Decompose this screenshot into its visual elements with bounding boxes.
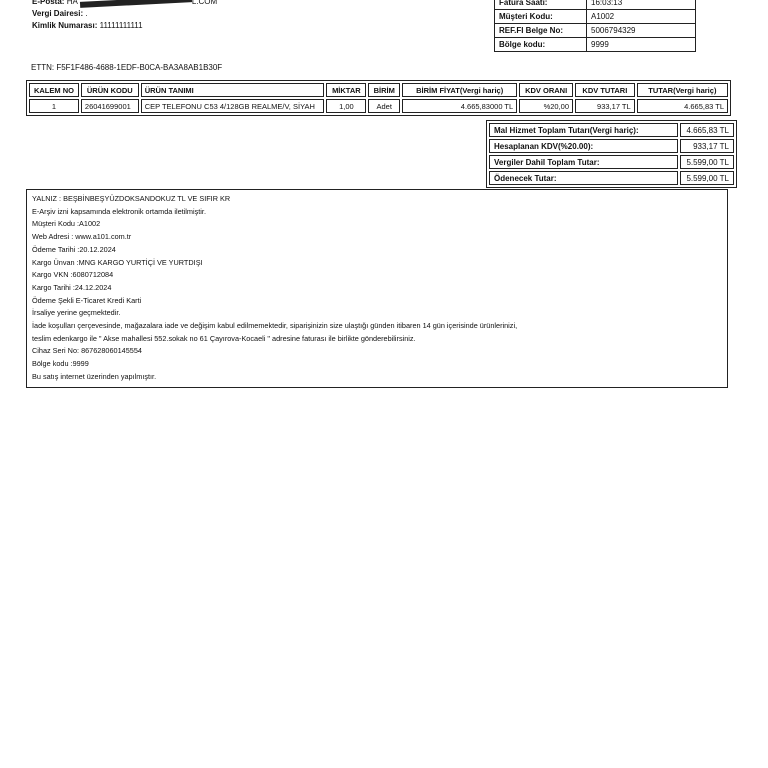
note-line: İrsaliye yerine geçmektedir.	[32, 308, 121, 318]
cell-unit: Adet	[368, 99, 400, 113]
info-value: 5006794329	[587, 24, 696, 38]
ettn-code: ETTN: F5F1F486-4688-1EDF-B0CA-BA3A8AB1B30F	[31, 63, 223, 72]
tax-office-value: .	[85, 9, 88, 18]
note-line: Müşteri Kodu :A1002	[32, 219, 101, 229]
note-line: Bu satış internet üzerinden yapılmıştır.	[32, 371, 157, 381]
info-row	[495, 0, 696, 10]
totals-row	[489, 123, 734, 137]
totals-label: Hesaplanan KDV(%20.00):	[489, 139, 678, 153]
email-suffix: L.COM	[191, 0, 218, 6]
cell-product-name: CEP TELEFONU C53 4/128GB REALME/V, SİYAH	[141, 99, 325, 113]
invoice-info-table	[494, 0, 696, 52]
totals-value: 5.599,00 TL	[680, 171, 734, 185]
col-header: TUTAR(Vergi hariç)	[637, 83, 728, 97]
notes-box	[26, 189, 728, 388]
note-line: Web Adresi : www.a101.com.tr	[32, 232, 132, 242]
email-value: HA	[66, 0, 78, 6]
col-header: KALEM NO	[29, 83, 79, 97]
note-line: E-Arşiv izni kapsamında elektronik ortamda iletilmiştir.	[32, 206, 206, 216]
tax-office-label: Vergi Dairesi:	[32, 9, 84, 18]
redaction-mark	[80, 0, 192, 8]
note-line: Cihaz Seri No: 867628060145554	[32, 346, 142, 356]
note-line: Bölge kodu :9999	[32, 359, 89, 369]
note-line: Kargo VKN :6080712084	[32, 270, 114, 280]
info-label: REF.FI Belge No:	[495, 24, 587, 38]
info-value: 16:03:13	[587, 0, 696, 10]
col-header: KDV TUTARI	[575, 83, 635, 97]
info-label: Müşteri Kodu:	[495, 10, 587, 24]
note-line: YALNIZ : BEŞBİNBEŞYÜZDOKSANDOKUZ TL VE SIFIR KR	[32, 194, 231, 203]
customer-block	[32, 0, 217, 32]
totals-label: Vergiler Dahil Toplam Tutar:	[489, 155, 678, 169]
info-value: A1002	[587, 10, 696, 24]
cell-quantity: 1,00	[326, 99, 366, 113]
note-line: Kargo Tarihi :24.12.2024	[32, 282, 112, 292]
col-header: BİRİM FİYAT(Vergi hariç)	[402, 83, 517, 97]
tax-office-row	[32, 8, 217, 20]
info-label: Bölge kodu:	[495, 38, 587, 52]
totals-value: 933,17 TL	[680, 139, 734, 153]
totals-row	[489, 139, 734, 153]
totals-row	[489, 155, 734, 169]
totals-label: Mal Hizmet Toplam Tutarı(Vergi hariç):	[489, 123, 678, 137]
info-value: 9999	[587, 38, 696, 52]
info-label: Fatura Saati:	[495, 0, 587, 10]
totals-value: 4.665,83 TL	[680, 123, 734, 137]
totals-table	[486, 120, 737, 188]
col-header: MİKTAR	[326, 83, 366, 97]
id-number-row	[32, 20, 217, 32]
line-items-table	[26, 80, 731, 116]
cell-unit-price: 4.665,83000 TL	[402, 99, 517, 113]
info-row	[495, 38, 696, 52]
table-header-row	[29, 83, 728, 97]
note-line: İade koşulları çerçevesinde, mağazalara iade ve değişim kabul edilmemektedir, siparişinizin size ulaştığı günden itibaren 14 gün içerisinde ürünlerinizi,	[32, 321, 518, 331]
col-header: BİRİM	[368, 83, 400, 97]
col-header: ÜRÜN TANIMI	[141, 83, 325, 97]
info-row	[495, 24, 696, 38]
totals-value: 5.599,00 TL	[680, 155, 734, 169]
table-row	[29, 99, 728, 113]
note-line: teslim edenkargo ile " Akse mahallesi 552.sokak no 61 Çayırova-Kocaeli " adresine faturası ile birlikte gönderebilirsiniz.	[32, 333, 416, 343]
info-row	[495, 10, 696, 24]
id-number-label: Kimlik Numarası:	[32, 21, 98, 30]
totals-row	[489, 171, 734, 185]
cell-vat-rate: %20,00	[519, 99, 573, 113]
col-header: ÜRÜN KODU	[81, 83, 139, 97]
cell-amount: 4.665,83 TL	[637, 99, 728, 113]
cell-product-code: 26041699001	[81, 99, 139, 113]
id-number-value: 11111111111	[99, 21, 143, 30]
col-header: KDV ORANI	[519, 83, 573, 97]
email-label: E-Posta:	[32, 0, 65, 6]
note-line: Kargo Ünvan :MNG KARGO YURTİÇİ VE YURTDIŞI	[32, 257, 203, 267]
note-line: Ödeme Şekli E-Ticaret Kredi Karti	[32, 295, 142, 305]
email-row	[32, 0, 217, 8]
cell-item-no: 1	[29, 99, 79, 113]
note-line: Ödeme Tarihi :20.12.2024	[32, 244, 116, 254]
totals-label: Ödenecek Tutar:	[489, 171, 678, 185]
cell-vat-amount: 933,17 TL	[575, 99, 635, 113]
